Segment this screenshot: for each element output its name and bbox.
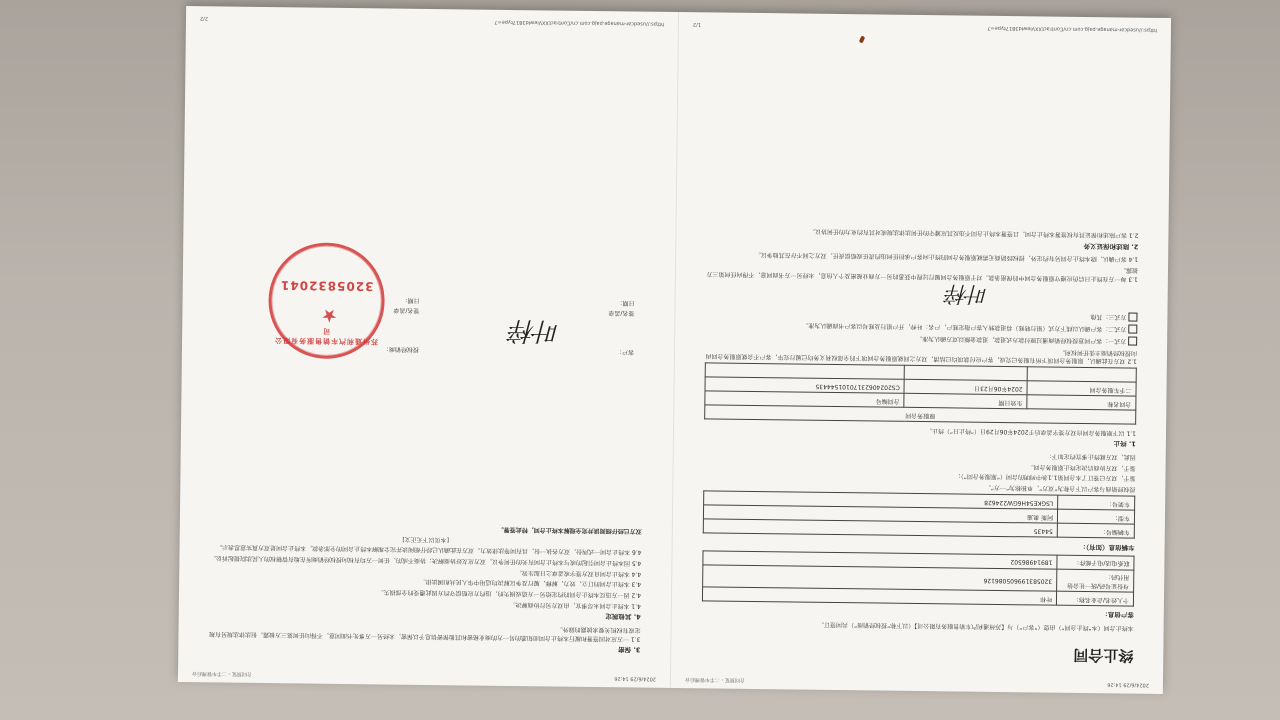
table-cell: 车型： [1057,509,1134,524]
table-header: 合同编号 [705,391,904,407]
checkbox [1128,336,1137,345]
page-1-body [702,223,1139,634]
page-2 [178,6,678,688]
clause-2-1: 2.1 客户陈述和保证其有权签署本终止合同，且签署本终止合同不违反其应遵守的任何法律法规或对其有约束力的任何协议。 [808,227,1139,239]
document-title: 终止合同 [1073,645,1134,665]
client-label: 客户： [615,348,635,356]
table-cell: 车架号： [1058,495,1135,510]
dealer-label: 授权经销商： [382,345,420,353]
section-3-title: 3. 保密 [618,645,641,654]
dealer-signature-block [219,222,421,354]
intro-text: 本终止合同（本“终止合同”）由您（“客户”）与【苏州通利汽车销售服务有限公司】（以下称“授权经销商”）共同签订。 [817,620,1134,632]
page-1 [671,12,1171,694]
clause-4-6: 4.6 本终止合同一式两份，双方各执一份，具有同等法律效力。双方在此确认已经仔细阅读并完全理解本终止合同的全部条款，本终止合同是双方真实意思表示。 [216,543,642,556]
customer-table [702,550,1135,607]
client-sign-label: 签名/盖章 [608,309,635,317]
browser-header [192,669,656,682]
table-cell: 54435 [703,519,1057,537]
contract-paper [178,6,1171,694]
handwritten-area [706,279,1138,310]
clause-1-1: 1.1 以下原服务合同自双方签字盖章后于2024年06月29日（“终止日”）终止。 [925,426,1137,437]
table-cell [904,366,1027,381]
dealer-sign-label: 签名/盖章 [393,306,420,315]
table-cell: 2024年06月23日 [904,380,1027,395]
browser-footer [200,14,664,27]
clause-1-4: 1.4 客户确认，除本终止合同另有约定外，授权经销商无需就原服务合同的终止向客户承担任何违约责任或赔偿责任，双方之间不存在其他争议。 [754,251,1139,264]
option-text: 方式一：客户同意授权经销商通过原付款方式退款，退款金额以双方确认为准。 [916,334,1127,345]
whereas-1: 鉴于，双方已签订了本合同第1.1条中列明的合同（“原服务合同”）； [954,472,1136,483]
client-signature: 叶梓 [511,315,560,346]
handwritten-signature: 叶梓 [947,280,988,306]
print-url: https://usedcar-manage.pajg.com.cn/ContractXXViewId3817type=7 [987,25,1157,34]
print-site-title: 合同预览 - 二手车管理后台 [684,676,745,683]
table-header: 生效日期 [904,394,1027,409]
table-cell: 身份证号码/统一社会信用代码： [1057,569,1134,592]
table-cell: 个人姓名/企业名称： [1056,591,1133,606]
browser-footer [693,20,1157,33]
clause-1-2: 1.2 双方在此确认，原服务合同项下所有服务已完成，客户应付款项均已结清，双方之间就原服务合同项下的全部权利义务均已履行完毕，客户不会就原服务合同再向授权经销商主张任何权利。 [705,348,1138,365]
print-timestamp: 2024/6/29 14:26 [614,675,657,682]
seal-company-name: 苏州通利汽车销售服务有限公司 [274,326,379,346]
no-text-note: [本页以下无正文] [402,535,450,543]
table-cell: CS20240623170101544435 [705,377,904,393]
vehicle-table [703,490,1135,538]
clause-3-1: 3.1 一方应对因签署和履行本终止合同而知悉的另一方的商业秘密和其他保密信息予以保密，未经另一方事先书面同意，不得向任何第三方披露。但法律法规另有规定或有权机关要求披露的除外。 [209,625,641,643]
section-2-title: 2. 陈述和保证义务 [1083,241,1139,251]
seal-code: 3205832041 [279,278,374,294]
table-cell [705,363,904,379]
agreement-text: 因此，双方就终止事宜约定如下： [1045,452,1136,461]
option-text: 方式三：其他 [1090,313,1127,322]
table-cell [1027,367,1136,382]
table-cell: 联系电话/电子邮件： [1057,555,1134,570]
clause-4-3: 4.3 本终止合同的订立、效力、解释、履行及争议解决均适用中华人民共和国法律。 [419,578,642,589]
contract-table [704,363,1137,425]
table-cell: 二手车服务合同 [1027,381,1136,396]
print-timestamp: 2024/6/29 14:26 [1107,681,1149,688]
vehicle-section-title: 车辆信息（如有）： [1079,542,1135,552]
seal-star-icon: ★ [321,304,338,326]
table-cell: 叶梓 [702,587,1056,605]
table-cell: LSGKE54H6GW224628 [704,491,1058,509]
table-cell: 320583199605086126 [703,564,1057,591]
print-site-title: 合同预览 - 二手车管理后台 [191,670,253,677]
checkbox [1128,325,1137,334]
table-cell: 车辆编号： [1057,523,1134,538]
page-2-body [208,519,642,658]
client-signature-block [454,293,635,357]
print-url: https://usedcar-manage.pajg.com.cn/ContractXXViewId3817type=7 [494,19,665,28]
page-number: 1/2 [692,21,702,28]
clause-4-1: 4.1 本终止合同未尽事宜，由双方另行协商解决。 [509,600,641,610]
checkbox [1128,313,1137,322]
table-cell: 18914986502 [703,550,1057,568]
clause-1-3: 1.3 每一方在终止日后仍应遵守原服务合同中的保密条款。对于原服务合同履行过程中获悉的另一方商业秘密及个人信息，未经另一方书面同意，不得向任何第三方披露。 [706,266,1139,283]
table-caption: 原服务合同 [705,405,1136,424]
dealer-date-label: 日期： [401,296,420,304]
signing-statement: 双方已经仔细阅读并完全理解本终止合同，特此签署。 [497,525,642,535]
customer-section-title: 客户信息： [1101,610,1134,619]
table-cell: 阿斯 奥迪 [703,505,1057,523]
whereas-2: 鉴于，双方协商后决定终止原服务合同。 [1027,463,1136,472]
section-4-title: 4. 其他规定 [605,612,641,621]
clause-4-5: 4.5 因本终止合同引起的或与本终止合同有关的任何争议，双方应友好协商解决；协商不成的，任何一方均有权向授权经销商所在地有管辖权的人民法院提起诉讼。 [209,554,642,567]
table-header: 合同名称 [1027,395,1136,410]
option-text: 方式二：客户确认以线下方式（银行转账）将退款转入客户指定账户，户名：叶梓，开户银行及账号以客户书面确认为准。 [802,321,1127,333]
browser-header [685,675,1149,688]
section-1-title: 1. 终止 [1113,439,1136,448]
clause-4-2: 4.2 因一方违反本终止合同的约定给另一方造成损失的，违约方应赔偿守约方因此遭受的全部损失。 [377,588,642,599]
company-seal [268,242,385,359]
page-number: 2/2 [199,15,209,22]
client-date-label: 日期： [616,298,635,307]
recital-text: 授权经销商与客户以下合称为“双方”，单独称为“一方”。 [984,483,1136,493]
clause-4-4: 4.4 本终止合同自双方签字或盖章之日起生效。 [515,568,642,578]
